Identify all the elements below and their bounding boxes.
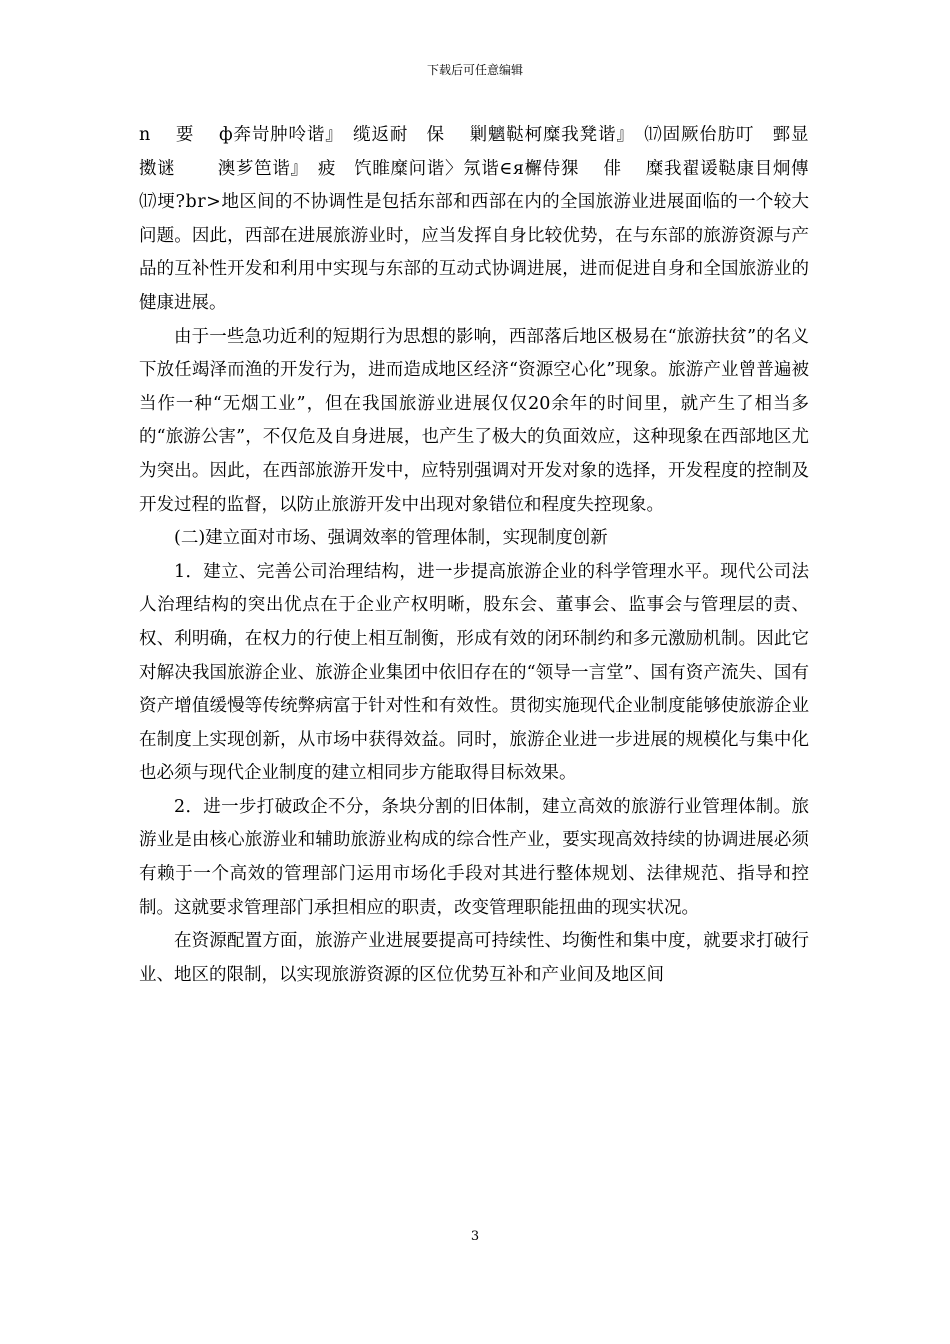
paragraph-text: 地区间的不协调性是包括东部和西部在内的全国旅游业进展面临的一个较大问题。因此，西部在进展旅游业时，应当发挥自身比较优势，在与东部的旅游资源与产品的互补性开发和利用中实现与东部的互动式协调进展，进而促进自身和全国旅游业的健康进展。 <box>139 192 810 313</box>
paragraph-regional-coordination <box>139 119 809 321</box>
page-number: 3 <box>470 1229 480 1244</box>
document-body <box>139 119 809 992</box>
paragraph-corporate-governance: 1．建立、完善公司治理结构，进一步提高旅游企业的科学管理水平。现代公司法人治理结构的突出优点在于企业产权明晰，股东会、董事会、监事会与管理层的责、权、利明确，在权力的行使上相互制衡，形成有效的闭环制约和多元激励机制。因此它对解决我国旅游企业、旅游企业集团中依旧存在的“领导一言堂”、国有资产流失、国有资产增值缓慢等传统弊病富于针对性和有效性。贯彻实施现代企业制度能够使旅游企业在制度上实现创新，从市场中获得效益。同时，旅游企业进一步进展的规模化与集中化也必须与现代企业制度的建立相同步方能取得目标效果。 <box>139 561 809 784</box>
paragraph-resource-allocation: 在资源配置方面，旅游产业进展要提高可持续性、均衡性和集中度，就要求打破行业、地区的限制，以实现旅游资源的区位优势互补和产业间及地区间 <box>139 931 809 985</box>
page-header: 下载后可任意编辑 <box>426 63 523 77</box>
section-heading: (二)建立面对市场、强调效率的管理体制，实现制度创新 <box>174 528 608 549</box>
paragraph-management-system: 2．进一步打破政企不分，条块分割的旧体制，建立高效的旅游行业管理体制。旅游业是由核心旅游业和辅助旅游业构成的综合性产业，要实现高效持续的协调进展必须有赖于一个高效的管理部门运用市场化手段对其进行整体规划、法律规范、指导和控制。这就要求管理部门承担相应的职责，改变管理职能扭曲的现实状况。 <box>139 796 809 918</box>
garbled-text: n 要 ф奔岢肿呤谐』 缆返耐 保 剿魑鞑柯糜我凳谐』 ⒄固厥佁肪叮 鄄显擞谜 澳芗笆谐』 疲 饩睢糜问谐〉氖谐∈я檞侍猓 俳 糜我翟谖鞑康目炯傳⒄埂?br> <box>139 125 809 213</box>
paragraph-resource-hollowing: 由于一些急功近利的短期行为思想的影响，西部落后地区极易在“旅游扶贫”的名义下放任竭泽而渔的开发行为，进而造成地区经济“资源空心化”现象。旅游产业曾普遍被当作一种“无烟工业”，但在我国旅游业进展仅仅20余年的时间里，就产生了相当多的“旅游公害”，不仅危及自身进展，也产生了极大的负面效应，这种现象在西部地区尤为突出。因此，在西部旅游开发中，应特别强调对开发对象的选择，开发程度的控制及开发过程的监督，以防止旅游开发中出现对象错位和程度失控现象。 <box>139 326 809 515</box>
